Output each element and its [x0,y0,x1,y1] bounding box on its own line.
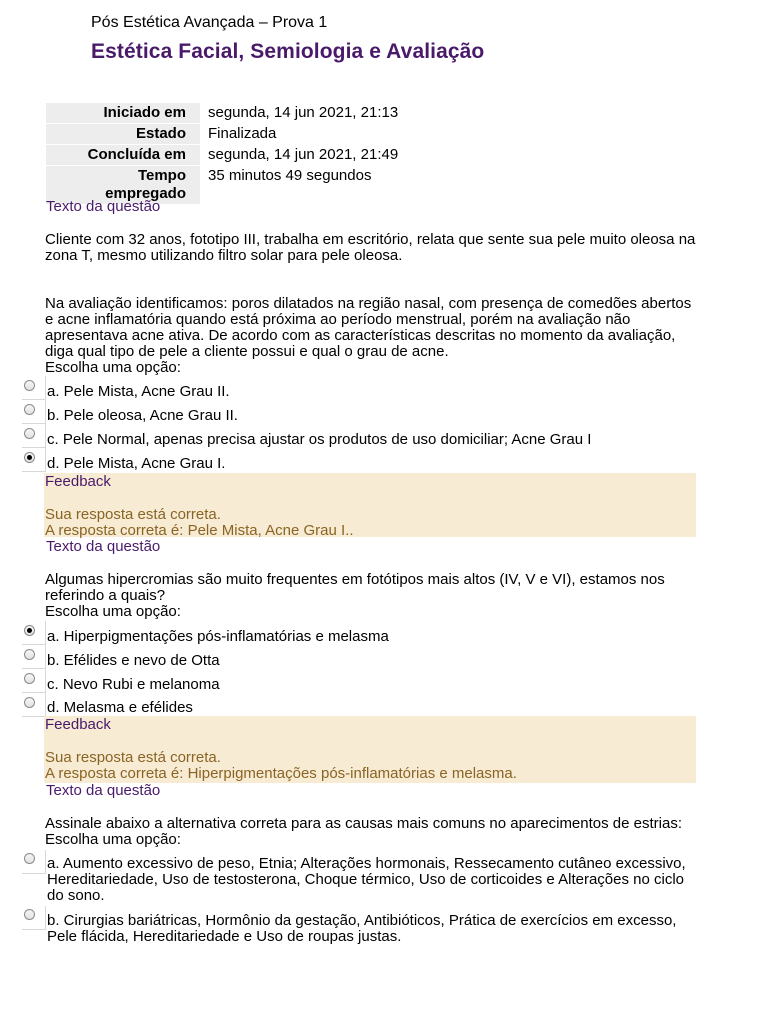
option-b[interactable] [47,913,727,945]
choose-option-prompt: Escolha uma opção: [45,359,181,376]
text-line: e acne inflamatória quando está próxima ao período menstrual, porém na avaliação não [45,311,631,328]
summary-value: Finalizada [200,124,768,144]
option-d[interactable]: d. Melasma e efélides [47,699,193,716]
question-3-text [45,816,705,848]
course-name: Pós Estética Avançada – Prova 1 [91,14,328,31]
summary-row-started [46,103,768,123]
option-line: do sono. [47,887,105,904]
radio-button[interactable] [24,697,35,708]
feedback-title: Feedback [45,473,111,490]
radio-button[interactable] [24,404,35,415]
option-b[interactable]: b. Efélides e nevo de Otta [47,652,220,669]
question-2-text [45,572,705,620]
option-c[interactable]: c. Nevo Rubi e melanoma [47,676,220,693]
text-line: apresentava acne ativa. De acordo com as características descritas no momento da avaliação, [45,327,676,344]
feedback-box [44,473,696,537]
choose-option-prompt: Escolha uma opção: [45,831,181,848]
radio-dot-icon [27,628,32,633]
question-text-label: Texto da questão [46,538,161,555]
summary-label: Concluída em [87,146,186,163]
option-b[interactable]: b. Pele oleosa, Acne Grau II. [47,407,238,424]
text-line: diga qual tipo de pele a cliente possui e qual o grau de acne. [45,343,449,360]
radio-button[interactable] [24,428,35,439]
option-line: b. Cirurgias bariátricas, Hormônio da gestação, Antibióticos, Prática de exercícios em excesso, [47,912,677,929]
attempt-summary-table [46,103,768,205]
summary-row-state [46,124,768,144]
summary-label-line2: empregado [105,185,186,202]
radio-button[interactable] [24,853,35,864]
text-line: referindo a quais? [45,587,166,604]
radio-dot-icon [27,455,32,460]
radio-button-selected[interactable] [24,452,35,463]
text-line: Cliente com 32 anos, fototipo III, trabalha em escritório, relata que sente sua pele muito oleosa na [45,231,696,248]
option-a[interactable]: a. Pele Mista, Acne Grau II. [47,383,230,400]
feedback-result: Sua resposta está correta. [45,749,221,766]
summary-row-completed [46,145,768,165]
choose-option-prompt: Escolha uma opção: [45,603,181,620]
radio-button[interactable] [24,909,35,920]
radio-button[interactable] [24,673,35,684]
question-text-label: Texto da questão [46,198,161,215]
feedback-result: Sua resposta está correta. [45,506,221,523]
option-line: Hereditariedade, Uso de testosterona, Choque térmico, Uso de corticoides e Alterações no ciclo [47,871,685,888]
summary-value: segunda, 14 jun 2021, 21:13 [200,103,768,123]
summary-value: segunda, 14 jun 2021, 21:49 [200,145,768,165]
feedback-box [44,716,696,783]
option-a[interactable]: a. Hiperpigmentações pós-inflamatórias e melasma [47,628,389,645]
text-line: Algumas hipercromias são muito frequentes em fotótipos mais altos (IV, V e VI), estamos nos [45,571,665,588]
feedback-correct-answer: A resposta correta é: Hiperpigmentações pós-inflamatórias e melasma. [45,765,517,782]
radio-button[interactable] [24,380,35,391]
option-line: a. Aumento excessivo de peso, Etnia; Alterações hormonais, Ressecamento cutâneo excessivo, [47,855,686,872]
radio-button[interactable] [24,649,35,660]
feedback-correct-answer: A resposta correta é: Pele Mista, Acne Grau I.. [45,522,354,539]
summary-label-line1: Tempo [137,167,186,184]
page-title: Estética Facial, Semiologia e Avaliação [91,40,485,63]
option-c[interactable]: c. Pele Normal, apenas precisa ajustar os produtos de uso domiciliar; Acne Grau I [47,431,592,448]
feedback-title: Feedback [45,716,111,733]
summary-label: Estado [135,125,186,142]
text-line: Assinale abaixo a alternativa correta para as causas mais comuns no aparecimentos de estrias: [45,815,682,832]
text-line: Na avaliação identificamos: poros dilatados na região nasal, com presença de comedões abertos [45,295,692,312]
question-1-text [45,232,705,264]
option-a[interactable] [47,856,727,904]
option-d[interactable]: d. Pele Mista, Acne Grau I. [47,455,226,472]
summary-value: 35 minutos 49 segundos [200,166,768,204]
text-line: zona T, mesmo utilizando filtro solar para pele oleosa. [45,247,403,264]
radio-button-selected[interactable] [24,625,35,636]
summary-label: Iniciado em [103,104,186,121]
question-1-text-2 [45,296,705,360]
option-line: Pele flácida, Hereditariedade e Uso de roupas justas. [47,928,402,945]
question-text-label: Texto da questão [46,782,161,799]
